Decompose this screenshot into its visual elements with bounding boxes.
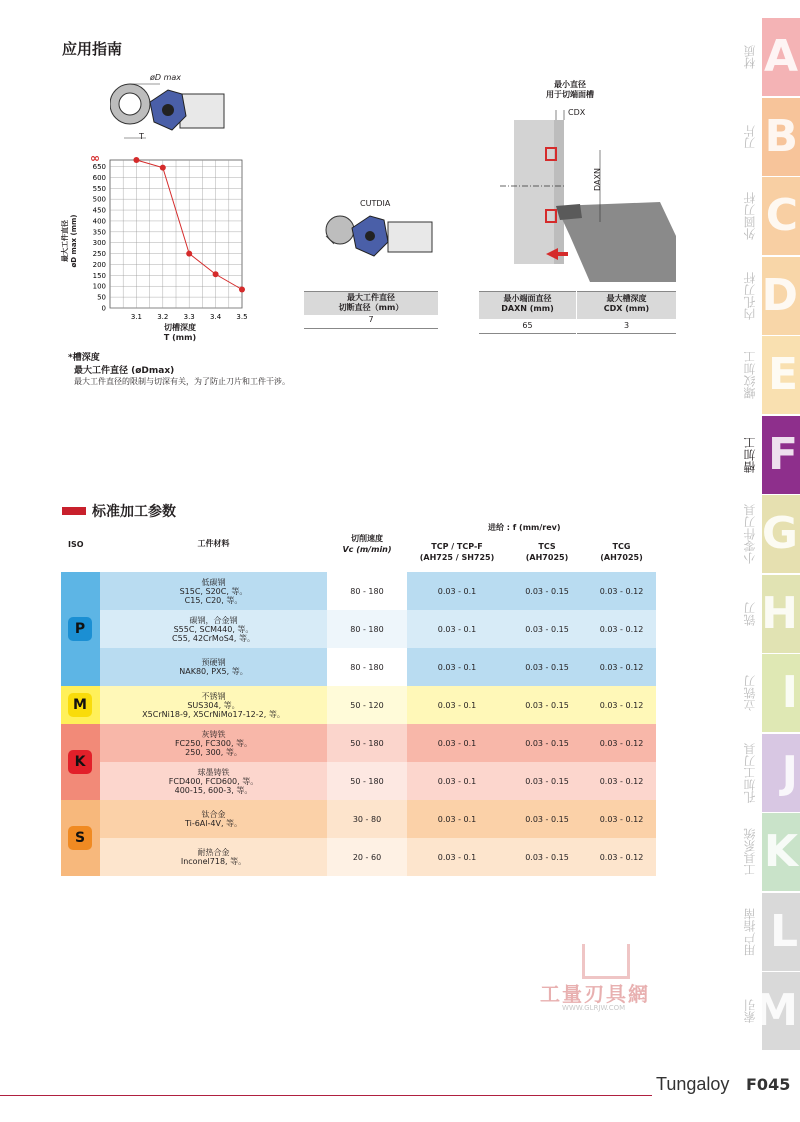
face-grooving-diagram: [490, 106, 680, 286]
tcg-cell: 0.03 - 0.12: [587, 686, 656, 724]
y-tick-label: 650: [92, 163, 106, 172]
tcs-cell: 0.03 - 0.15: [507, 724, 587, 762]
x-tick-label: 3.1: [130, 313, 142, 321]
data-point: [239, 287, 245, 293]
tcp-cell: 0.03 - 0.1: [407, 572, 507, 610]
tcg-header: TCG (AH7025): [600, 542, 643, 562]
tab-letter: A: [763, 31, 798, 82]
material-cell: 耐热合金 Inconel718, 等。: [100, 838, 327, 876]
tab-i[interactable]: [743, 654, 800, 732]
tcg-cell: 0.03 - 0.12: [587, 800, 656, 838]
feed-header: 进给 : f (mm/rev): [488, 523, 561, 532]
iso-badge-k: K: [68, 750, 92, 774]
tcp-cell: 0.03 - 0.1: [407, 648, 507, 686]
tab-l[interactable]: [743, 893, 800, 971]
table-row: [61, 800, 656, 838]
params-title: 标准加工参数: [92, 504, 176, 520]
daxn-label: DAXN: [592, 168, 602, 191]
tcp-cell: 0.03 - 0.1: [407, 838, 507, 876]
tcp-cell: 0.03 - 0.1: [407, 762, 507, 800]
tab-d[interactable]: [743, 257, 800, 335]
y-tick-label: 400: [92, 217, 106, 226]
y-tick-label: 200: [92, 260, 106, 269]
tcp-cell: 0.03 - 0.1: [407, 800, 507, 838]
tab-letter: M: [754, 985, 798, 1036]
tcs-cell: 0.03 - 0.15: [507, 610, 587, 648]
vc-cell: 80 - 180: [327, 648, 407, 686]
tcs-cell: 0.03 - 0.15: [507, 762, 587, 800]
data-point: [133, 157, 139, 163]
tab-letter: D: [761, 269, 798, 321]
grooving-diagram: [110, 72, 230, 152]
note-3: 最大工件直径的限制与切深有关，为了防止刀片和工件干涉。: [74, 377, 290, 386]
y-tick-label: 0: [101, 304, 106, 313]
material-cell: 灰铸铁 FC250, FC300, 等。 250, 300, 等。: [100, 724, 327, 762]
x-tick-label: 3.5: [236, 313, 248, 321]
tab-f[interactable]: [743, 416, 800, 494]
material-header: 工件材料: [197, 539, 230, 548]
tcp-cell: 0.03 - 0.1: [407, 610, 507, 648]
tab-letter: J: [781, 746, 798, 798]
tcs-cell: 0.03 - 0.15: [507, 572, 587, 610]
t-label: T: [139, 132, 144, 141]
tab-label: 小零件刀具: [743, 504, 757, 564]
table-row: [61, 648, 656, 686]
table-row: [61, 838, 656, 876]
tcg-cell: 0.03 - 0.12: [587, 648, 656, 686]
data-point: [186, 251, 192, 257]
infinity-label: ∞: [90, 151, 100, 165]
iso-badge-m: M: [68, 693, 92, 717]
y-tick-label: 100: [92, 282, 106, 291]
vc-cell: 50 - 180: [327, 724, 407, 762]
y-tick-label: 300: [92, 239, 106, 248]
tab-e[interactable]: [743, 336, 800, 414]
footer-rule: [0, 1095, 652, 1096]
tab-letter: H: [761, 587, 798, 639]
tab-letter: F: [767, 428, 798, 480]
tab-label: 孔加工刀具: [743, 742, 757, 803]
tab-j[interactable]: [743, 734, 800, 812]
tab-label: 工具系统: [743, 828, 757, 876]
vc-cell: 80 - 180: [327, 610, 407, 648]
y-tick-label: 500: [92, 195, 106, 204]
daxn-header: 最小端面直径 DAXN (mm): [479, 291, 576, 319]
material-cell: 预硬钢 NAK80, PX5, 等。: [100, 648, 327, 686]
vc-header: 切削速度 Vc (m/min): [342, 534, 392, 554]
chart-ylabel: 最大工件直径 øD max (mm): [61, 214, 78, 268]
tab-label: 内孔刀杆: [743, 271, 757, 320]
cdx-value: 3: [577, 319, 676, 334]
tab-m[interactable]: [743, 972, 800, 1050]
tab-letter: C: [765, 190, 798, 241]
data-point: [213, 271, 219, 277]
tab-letter: I: [781, 667, 798, 718]
tcp-cell: 0.03 - 0.1: [407, 686, 507, 724]
tcs-cell: 0.03 - 0.15: [507, 648, 587, 686]
tcg-cell: 0.03 - 0.12: [587, 724, 656, 762]
material-cell: 碳钢，合金钢 S55C, SCM440, 等。 C55, 42CrMoS4, 等。: [100, 610, 327, 648]
y-tick-label: 550: [92, 184, 106, 193]
table-row: [61, 724, 656, 762]
watermark-url: WWW.GLRJW.COM: [562, 1004, 626, 1012]
watermark-text: 工量刃具網: [540, 982, 650, 1006]
watermark-logo: [582, 944, 630, 979]
vc-cell: 30 - 80: [327, 800, 407, 838]
cdx-title: 最小直径 用于切端面槽: [546, 80, 594, 99]
material-cell: 球墨铸铁 FCD400, FCD600, 等。 400-15, 600-3, 等。: [100, 762, 327, 800]
vc-cell: 50 - 180: [327, 762, 407, 800]
tab-label: 材质: [743, 45, 757, 69]
section-marker: [62, 507, 86, 515]
footer-brand: Tungaloy: [656, 1074, 730, 1094]
cutdia-header: 最大工件直径 切断直径（mm）: [304, 291, 438, 315]
chart-xlabel: 切槽深度 T (mm): [163, 323, 197, 342]
iso-badge-p: P: [68, 617, 92, 641]
cdx-label: CDX: [568, 108, 586, 117]
tcp-cell: 0.03 - 0.1: [407, 724, 507, 762]
tcg-cell: 0.03 - 0.12: [587, 572, 656, 610]
x-tick-label: 3.3: [183, 313, 195, 321]
tab-label: 螺纹加工: [743, 351, 757, 399]
cutdia-label: CUTDIA: [360, 199, 391, 208]
tab-b[interactable]: [743, 98, 800, 176]
cdx-header: 最大槽深度 CDX (mm): [577, 291, 676, 319]
x-tick-label: 3.4: [210, 313, 222, 321]
daxn-value: 65: [479, 319, 576, 334]
vc-cell: 50 - 120: [327, 686, 407, 724]
tab-letter: E: [767, 349, 798, 400]
x-tick-label: 3.2: [157, 313, 169, 321]
cutdia-diagram: [318, 200, 436, 270]
tab-g[interactable]: [743, 495, 800, 573]
tab-label: 铣刀: [743, 601, 757, 626]
tcp-header: TCP / TCP-F (AH725 / SH725): [419, 542, 495, 562]
vc-cell: 80 - 180: [327, 572, 407, 610]
table-row: [61, 686, 656, 724]
tcs-cell: 0.03 - 0.15: [507, 838, 587, 876]
y-tick-label: 50: [97, 293, 106, 302]
tab-letter: K: [763, 826, 798, 877]
tcs-header: TCS (AH7025): [525, 542, 569, 562]
data-point: [160, 165, 166, 171]
note-1: *槽深度: [68, 353, 100, 363]
tcg-cell: 0.03 - 0.12: [587, 610, 656, 648]
table-row: [61, 762, 656, 800]
tab-letter: B: [764, 110, 798, 162]
tab-k[interactable]: [743, 813, 800, 891]
page-number: F045: [746, 1075, 791, 1094]
tab-label: 立铣刀: [743, 675, 757, 711]
tcg-cell: 0.03 - 0.12: [587, 838, 656, 876]
tab-label: 索引: [743, 999, 757, 1023]
depth-diameter-chart: [60, 150, 260, 330]
material-cell: 低碳钢 S15C, S20C, 等。 C15, C20, 等。: [100, 572, 327, 610]
cutdia-value: 7: [304, 314, 438, 329]
y-tick-label: 600: [92, 173, 106, 182]
tab-letter: G: [761, 508, 798, 559]
od-max-label: øD max: [150, 73, 182, 82]
y-tick-label: 450: [92, 206, 106, 215]
material-cell: 钛合金 Ti-6Al-4V, 等。: [100, 800, 327, 838]
tab-label: 刀片: [743, 124, 757, 149]
tab-label: 外圆刀杆: [743, 192, 757, 240]
tab-label: 槽加工: [743, 436, 757, 473]
tab-h[interactable]: [743, 575, 800, 653]
y-tick-label: 250: [92, 250, 106, 259]
tcg-cell: 0.03 - 0.12: [587, 762, 656, 800]
note-2: 最大工件直径 (øDmax): [74, 366, 175, 376]
tab-letter: L: [769, 905, 798, 957]
tab-c[interactable]: [743, 177, 800, 255]
page-title: 应用指南: [62, 40, 123, 58]
tcs-cell: 0.03 - 0.15: [507, 800, 587, 838]
table-row: [61, 610, 656, 648]
material-cell: 不锈钢 SUS304, 等。 X5CrNi18-9, X5CrNiMo17-12-2, 等。: [100, 686, 327, 724]
tab-label: 用户指南: [743, 907, 757, 956]
y-tick-label: 350: [92, 228, 106, 237]
iso-badge-s: S: [68, 826, 92, 850]
table-row: [61, 572, 656, 610]
y-tick-label: 150: [92, 271, 106, 280]
iso-header: ISO: [68, 540, 84, 549]
tcs-cell: 0.03 - 0.15: [507, 686, 587, 724]
tab-a[interactable]: [743, 18, 800, 96]
vc-cell: 20 - 60: [327, 838, 407, 876]
